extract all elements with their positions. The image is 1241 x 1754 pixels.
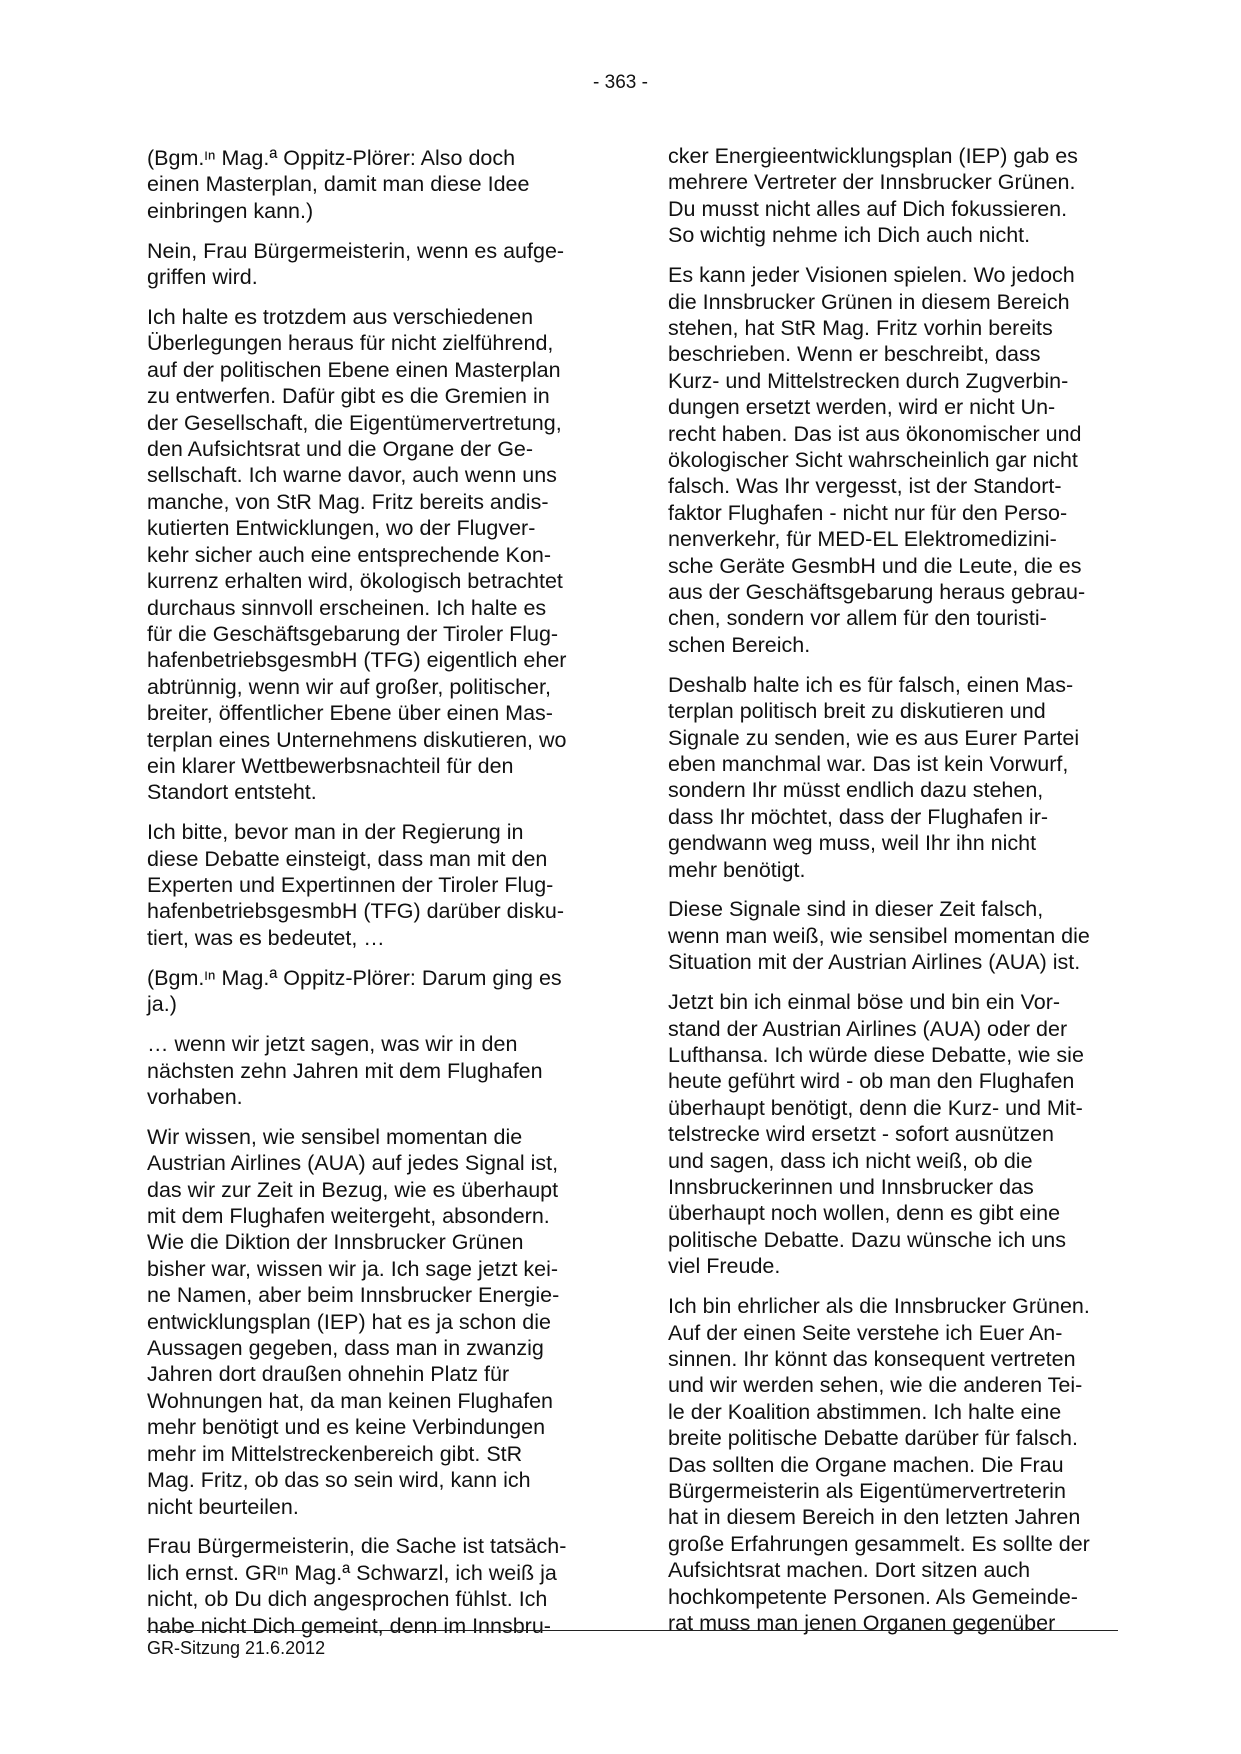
paragraph: Frau Bürgermeisterin, die Sache ist tatsäch- lich ernst. GRᶦⁿ Mag.ª Schwarzl, ich weiß ja nicht, ob Du dich angesprochen fühlst. Ich habe nicht Dich gemeint, denn im Innsbru- <box>147 1534 567 1638</box>
paragraph: Deshalb halte ich es für falsch, einen Mas- terplan politisch breit zu diskutieren und Signale zu senden, wie es aus Eurer Partei eben manchmal war. Das ist kein Vorwurf, sondern Ihr müsst endlich dazu stehen, dass Ihr möchtet, dass der Flughafen ir- gendwann weg muss, weil Ihr ihn nicht mehr benötigt. <box>668 672 1080 882</box>
paragraph: cker Energieentwicklungsplan (IEP) gab es mehrere Vertreter der Innsbrucker Grünen. Du musst nicht alles auf Dich fokussieren. So wichtig nehme ich Dich auch nicht. <box>668 144 1078 248</box>
paragraph: (Bgm.ᶦⁿ Mag.ª Oppitz-Plörer: Also doch einen Masterplan, damit man diese Idee einbringen kann.) <box>147 146 530 223</box>
paragraph: Ich bitte, bevor man in der Regierung in diese Debatte einsteigt, dass man mit den Experten und Expertinnen der Tiroler Flug- hafenbetriebsgesmbH (TFG) darüber disku- tiert, was es bedeutet, … <box>147 820 565 950</box>
right-column <box>668 143 1138 1650</box>
paragraph: Jetzt bin ich einmal böse und bin ein Vor- stand der Austrian Airlines (AUA) oder der Lufthansa. Ich würde diese Debatte, wie sie heute geführt wird - ob man den Flughafen überhaupt benötigt, denn die Kurz- und Mit- telstrecke wird ersetzt - sofort ausnützen und sagen, dass ich nicht weiß, ob die Innsbruckerinnen und Innsbrucker das überhaupt noch wollen, denn es gibt eine politische Debatte. Dazu wünsche ich uns viel Freude. <box>668 990 1084 1279</box>
paragraph: Es kann jeder Visionen spielen. Wo jedoch die Innsbrucker Grünen in diesem Bereich stehen, hat StR Mag. Fritz vorhin bereits beschrieben. Wenn er beschreibt, dass Kurz- und Mittelstrecken durch Zugverbin- dungen ersetzt werden, wird er nicht Un- recht haben. Das ist aus ökonomischer und ökologischer Sicht wahrscheinlich gar nicht falsch. Was Ihr vergesst, ist der Standort- faktor Flughafen - nicht nur für den Perso- nenverkehr, für MED-EL Elektromedizini- sche Geräte GesmbH und die Leute, die es aus der Geschäftsgebarung heraus gebrau- chen, sondern vor allem für den touristi- schen Bereich. <box>668 263 1086 657</box>
paragraph: Ich bin ehrlicher als die Innsbrucker Grünen. Auf der einen Seite verstehe ich Euer An- sinnen. Ihr könnt das konsequent vertreten und wir werden sehen, wie die anderen Tei- le der Koalition abstimmen. Ich halte eine breite politische Debatte darüber für falsch. Das sollten die Organe machen. Die Frau Bürgermeisterin als Eigentümervertreterin hat in diesem Bereich in den letzten Jahren große Erfahrungen gesammelt. Es sollte der Aufsichtsrat machen. Dort sitzen auch hochkompetente Personen. Als Gemeinde- rat muss man jenen Organen gegenüber <box>668 1294 1090 1636</box>
paragraph: … wenn wir jetzt sagen, was wir in den nächsten zehn Jahren mit dem Flughafen vorhaben. <box>147 1032 543 1109</box>
paragraph: Wir wissen, wie sensibel momentan die Austrian Airlines (AUA) auf jedes Signal ist, das wir zur Zeit in Bezug, wie es überhaupt mit dem Flughafen weitergeht, absondern. Wie die Diktion der Innsbrucker Grünen bisher war, wissen wir ja. Ich sage jetzt kei- ne Namen, aber beim Innsbrucker Energie- entwicklungsplan (IEP) hat es ja schon die Aussagen gegeben, dass man in zwanzig Jahren dort draußen ohnehin Platz für Wohnungen hat, da man keinen Flughafen mehr benötigt und es keine Verbindungen mehr im Mittelstreckenbereich gibt. StR Mag. Fritz, ob das so sein wird, kann ich nicht beurteilen. <box>147 1124 560 1519</box>
footer-divider <box>147 1630 1118 1631</box>
paragraph: Nein, Frau Bürgermeisterin, wenn es aufge- griffen wird. <box>147 238 565 290</box>
page-number: - 363 - <box>593 72 648 93</box>
paragraph: Diese Signale sind in dieser Zeit falsch, wenn man weiß, wie sensibel momentan die Situation mit der Austrian Airlines (AUA) ist. <box>668 897 1090 975</box>
left-column <box>147 145 617 1653</box>
paragraph: (Bgm.ᶦⁿ Mag.ª Oppitz-Plörer: Darum ging es ja.) <box>147 965 562 1017</box>
footer-session-date: GR-Sitzung 21.6.2012 <box>147 1638 326 1658</box>
paragraph: Ich halte es trotzdem aus verschiedenen Überlegungen heraus für nicht zielführend, auf der politischen Ebene einen Masterplan zu entwerfen. Dafür gibt es die Gremien in der Gesellschaft, die Eigentümervertretung, den Aufsichtsrat und die Organe der Ge- sellschaft. Ich warne davor, auch wenn uns manche, von StR Mag. Fritz bereits andis- kutierten Entwicklungen, wo der Flugver- kehr sicher auch eine entsprechende Kon- kurrenz erhalten wird, ökologisch betrachtet durchaus sinnvoll erscheinen. Ich halte es für die Geschäftsgebarung der Tiroler Flug- hafenbetriebsgesmbH (TFG) eigentlich eher abtrünnig, wenn wir auf großer, politischer, breiter, öffentlicher Ebene über einen Mas- terplan eines Unternehmens diskutieren, wo ein klarer Wettbewerbsnachteil für den Standort entsteht. <box>147 305 567 805</box>
